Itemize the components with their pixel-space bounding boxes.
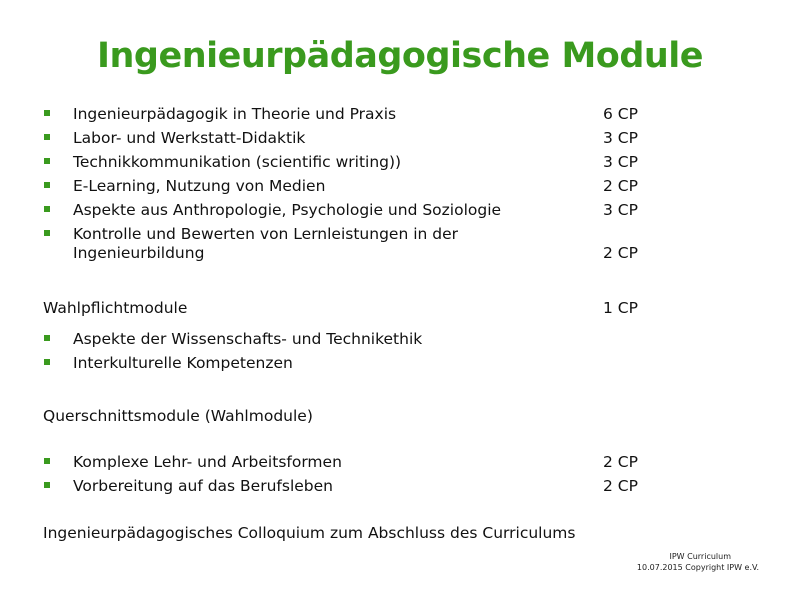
square-bullet-icon	[44, 134, 50, 140]
credit-points: 3 CP	[603, 201, 638, 219]
module-label: Aspekte aus Anthropologie, Psychologie und Soziologie	[73, 201, 502, 219]
module-label: Aspekte der Wissenschafts- und Technikethik	[73, 330, 423, 348]
module-label: Ingenieurpädagogik in Theorie und Praxis	[73, 105, 397, 123]
credit-points: 2 CP	[603, 177, 638, 195]
credit-points: 1 CP	[603, 299, 638, 317]
section-heading-label: Querschnittsmodule (Wahlmodule)	[43, 407, 313, 425]
square-bullet-icon	[44, 182, 50, 188]
credit-points: 6 CP	[603, 105, 638, 123]
page-title: Ingenieurpädagogische Module	[96, 36, 704, 76]
colloquium-label: Ingenieurpädagogisches Colloquium zum Abschluss des Curriculums	[43, 524, 576, 542]
footer-title: IPW Curriculum	[669, 552, 731, 561]
section-heading-label: Wahlpflichtmodule	[43, 299, 188, 317]
square-bullet-icon	[44, 110, 50, 116]
footer-copyright: 10.07.2015 Copyright IPW e.V.	[636, 563, 759, 572]
square-bullet-icon	[44, 335, 50, 341]
module-label: Komplexe Lehr- und Arbeitsformen	[73, 453, 342, 471]
module-label: Ingenieurbildung	[73, 244, 205, 262]
module-label: Kontrolle und Bewerten von Lernleistungen in der	[73, 225, 459, 243]
square-bullet-icon	[44, 206, 50, 212]
module-label: Interkulturelle Kompetenzen	[73, 354, 293, 372]
footer	[559, 551, 759, 573]
credit-points: 3 CP	[603, 129, 638, 147]
module-label: E-Learning, Nutzung von Medien	[73, 177, 326, 195]
square-bullet-icon	[44, 158, 50, 164]
credit-points: 2 CP	[603, 244, 638, 262]
credit-points: 3 CP	[603, 153, 638, 171]
square-bullet-icon	[44, 230, 50, 236]
square-bullet-icon	[44, 359, 50, 365]
module-label: Labor- und Werkstatt-Didaktik	[73, 129, 306, 147]
module-label: Technikkommunikation (scientific writing))	[73, 153, 402, 171]
credit-points: 2 CP	[603, 477, 638, 495]
credit-points: 2 CP	[603, 453, 638, 471]
module-label: Vorbereitung auf das Berufsleben	[73, 477, 333, 495]
square-bullet-icon	[44, 482, 50, 488]
square-bullet-icon	[44, 458, 50, 464]
